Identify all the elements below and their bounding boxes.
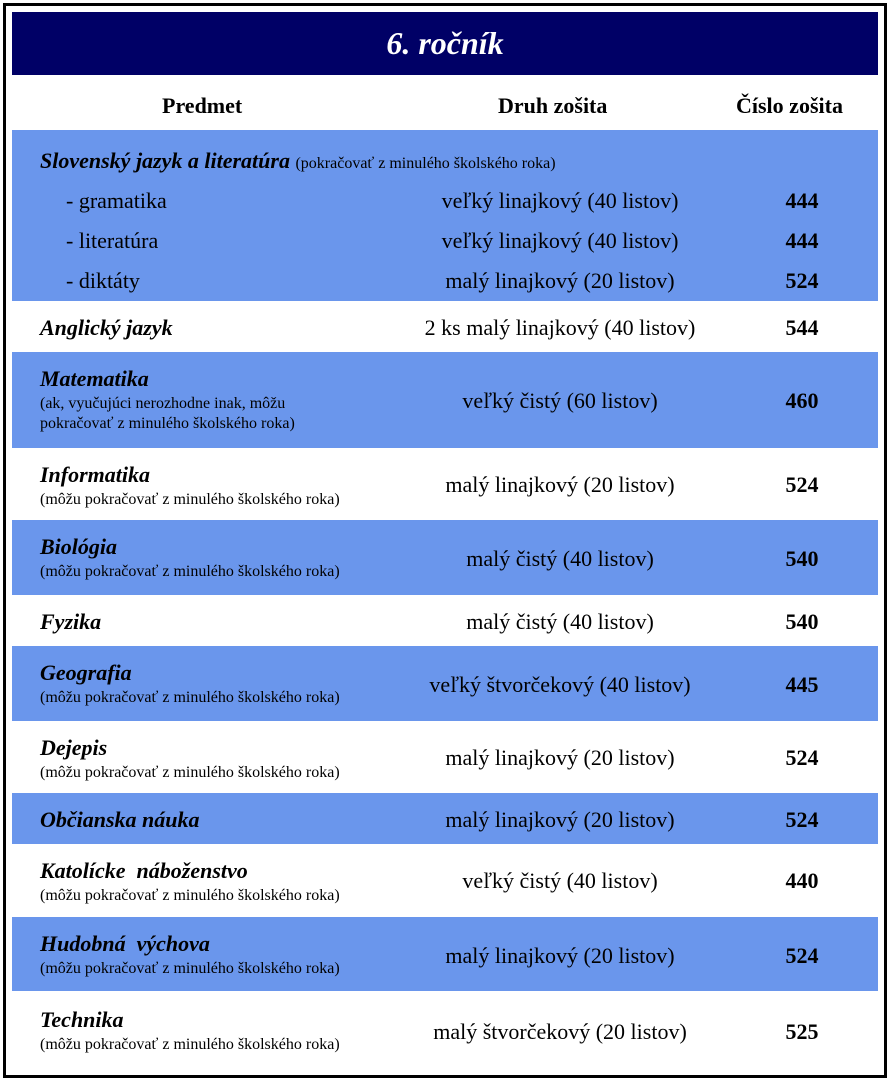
notebook-number: 445 [785, 672, 819, 697]
notebook-type: malý čistý (40 listov) [466, 609, 654, 634]
notebook-number: 460 [785, 388, 819, 413]
subject-name: Občianska náuka [40, 807, 200, 832]
notebook-type: malý linajkový (20 listov) [445, 943, 675, 968]
page-title: 6. ročník [12, 12, 878, 75]
header-subject: Predmet [162, 93, 243, 118]
header-notebook-type: Druh zošita [498, 93, 608, 118]
subject-name: Anglický jazyk [40, 315, 173, 340]
notebook-number: 544 [785, 315, 819, 340]
subject-name: Technika [40, 1007, 124, 1032]
table-row [12, 793, 878, 844]
notebook-type: malý linajkový (20 listov) [445, 807, 675, 832]
table-row-slovak [12, 130, 878, 301]
subject-name: Hudobná výchova [40, 931, 210, 956]
subject-note: (môžu pokračovať z minulého školského roka) [40, 1036, 340, 1053]
subject-note: (môžu pokračovať z minulého školského roka) [40, 764, 340, 781]
sub-subject-label: - literatúra [66, 228, 159, 253]
subject-name: Informatika [40, 462, 151, 487]
subject-name: Dejepis [40, 735, 108, 760]
notebook-type: veľký čistý (60 listov) [462, 388, 658, 413]
notebook-number: 444 [785, 228, 819, 253]
subject-note: (môžu pokračovať z minulého školského roka) [40, 960, 340, 977]
subject-note: (ak, vyučujúci nerozhodne inak, môžu [40, 395, 286, 412]
table-row [12, 520, 878, 595]
subject-name: Matematika [40, 366, 149, 391]
subject-name: Katolícke náboženstvo [40, 858, 248, 883]
notebook-type: malý štvorčekový (20 listov) [433, 1019, 687, 1044]
notebook-type: malý linajkový (20 listov) [445, 472, 675, 497]
subject-name-text: Slovenský jazyk a literatúra [40, 148, 290, 173]
subject-note: (môžu pokračovať z minulého školského roka) [40, 491, 340, 508]
table-row [12, 646, 878, 721]
subject-note: (môžu pokračovať z minulého školského roka) [40, 887, 340, 904]
notebook-type: malý linajkový (20 listov) [445, 268, 675, 293]
notebook-type: veľký linajkový (40 listov) [441, 188, 679, 213]
notebook-type: veľký štvorčekový (40 listov) [429, 672, 691, 697]
subject-name: Fyzika [40, 609, 102, 634]
notebook-number: 524 [785, 268, 819, 293]
subject-note: pokračovať z minulého školského roka) [40, 415, 295, 432]
notebook-number: 440 [785, 868, 819, 893]
table-row [12, 301, 878, 352]
table-row [12, 844, 878, 917]
notebook-list-frame [3, 3, 887, 1078]
table-row [12, 991, 878, 1069]
notebook-number: 444 [785, 188, 819, 213]
sub-subject-label: - diktáty [66, 268, 140, 293]
subject-name: Geografia [40, 660, 132, 685]
table-row [12, 448, 878, 520]
subject-note: (môžu pokračovať z minulého školského roka) [40, 563, 340, 580]
subject-note: (pokračovať z minulého školského roka) [295, 155, 556, 172]
table-row [12, 721, 878, 793]
header-notebook-number: Číslo zošita [736, 93, 843, 118]
subject-name: Biológia [40, 534, 118, 559]
notebook-type: malý čistý (40 listov) [466, 546, 654, 571]
table-row [12, 917, 878, 991]
notebook-type: 2 ks malý linajkový (40 listov) [424, 315, 696, 340]
sub-subject-label: - gramatika [66, 188, 167, 213]
notebook-type: malý linajkový (20 listov) [445, 745, 675, 770]
subject-note: (môžu pokračovať z minulého školského roka) [40, 689, 340, 706]
notebook-number: 525 [785, 1019, 819, 1044]
table-header [12, 75, 878, 130]
notebook-type: veľký čistý (40 listov) [462, 868, 658, 893]
notebook-number: 524 [785, 472, 819, 497]
notebook-number: 540 [785, 609, 819, 634]
notebook-number: 524 [785, 745, 819, 770]
notebook-number: 540 [785, 546, 819, 571]
notebook-number: 524 [785, 943, 819, 968]
notebook-number: 524 [785, 807, 819, 832]
notebook-type: veľký linajkový (40 listov) [441, 228, 679, 253]
table-row [12, 352, 878, 448]
subject-name [40, 148, 556, 174]
table-row [12, 595, 878, 646]
